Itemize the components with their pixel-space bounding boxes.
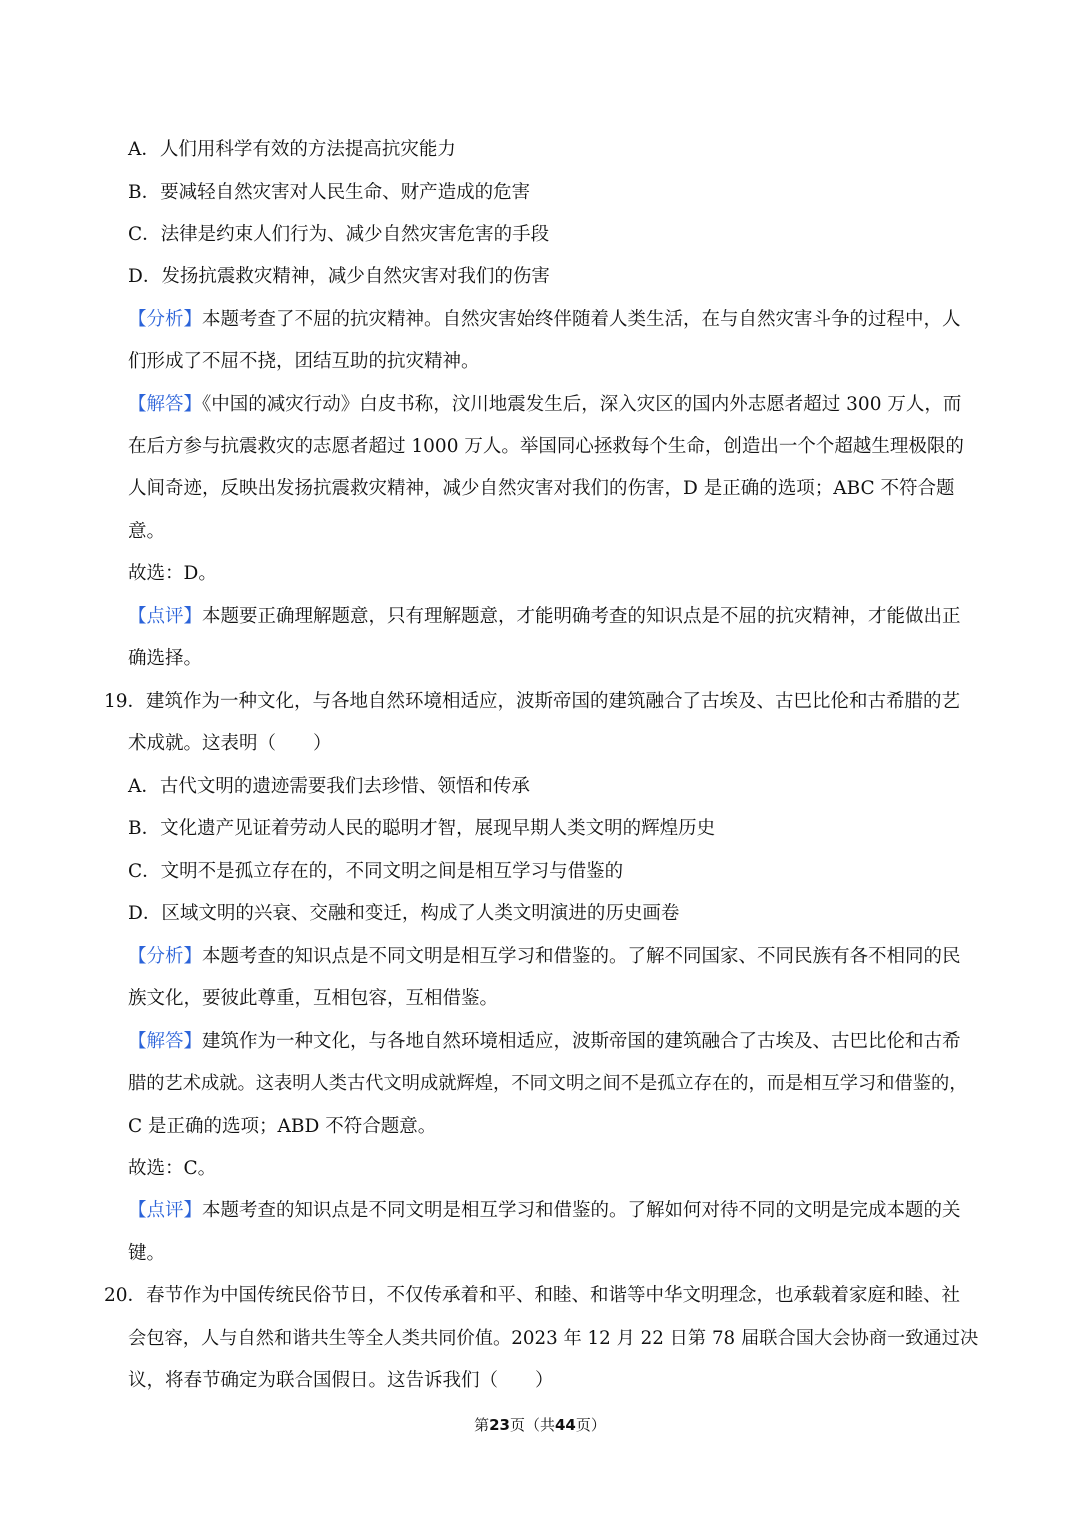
current-page-number: 23 [489,1416,510,1434]
answer-tag: 【解答】 [128,394,203,415]
q18-answer-line-4: 意。 [128,521,166,542]
answer-text: 《中国的减灾行动》白皮书称，汶川地震发生后，深入灾区的国内外志愿者超过 300 万人，而 [202,394,962,415]
q19-comment-line-1 [128,1199,961,1223]
q18-analysis-line-1 [128,308,961,332]
footer-prefix: 第 [474,1416,490,1434]
comment-text: 本题要正确理解题意，只有理解题意，才能明确考查的知识点是不屈的抗灾精神，才能做出正 [202,606,961,627]
q19-answer-line-1 [128,1030,961,1054]
q19-choice: 故选：C。 [128,1158,217,1179]
q18-comment-line-1 [128,605,961,629]
q18-answer-line-2: 在后方参与抗震救灾的志愿者超过 1000 万人。举国同心拯救每个生命，创造出一个个超越生理极限的 [128,436,964,457]
q18-comment-line-2: 确选择。 [128,648,203,669]
q19-analysis-line-2: 族文化，要彼此尊重，互相包容，互相借鉴。 [128,988,499,1009]
analysis-tag: 【分析】 [128,946,203,967]
comment-text: 本题考查的知识点是不同文明是相互学习和借鉴的。了解如何对待不同的文明是完成本题的关 [202,1200,961,1221]
analysis-tag: 【分析】 [128,309,203,330]
q18-answer-line-3: 人间奇迹，反映出发扬抗震救灾精神，减少自然灾害对我们的伤害，D 是正确的选项；ABC 不符合题 [128,478,955,499]
comment-tag: 【点评】 [128,606,203,627]
analysis-text: 本题考查的知识点是不同文明是相互学习和借鉴的。了解不同国家、不同民族有各不相同的民 [202,946,961,967]
footer-suffix: 页） [575,1416,606,1434]
q19-stem-line-1: 19．建筑作为一种文化，与各地自然环境相适应，波斯帝国的建筑融合了古埃及、古巴比伦和古希腊的艺 [104,691,961,712]
total-pages-number: 44 [555,1416,576,1434]
q18-option-b: B．要减轻自然灾害对人民生命、财产造成的危害 [128,182,531,203]
q19-option-d: D．区域文明的兴衰、交融和变迁，构成了人类文明演进的历史画卷 [128,903,680,924]
q20-stem-line-3: 议，将春节确定为联合国假日。这告诉我们（ ） [128,1370,554,1391]
analysis-text: 本题考查了不屈的抗灾精神。自然灾害始终伴随着人类生活，在与自然灾害斗争的过程中，人 [202,309,961,330]
q19-stem-line-2: 术成就。这表明（ ） [128,733,332,754]
answer-tag: 【解答】 [128,1031,203,1052]
q18-option-d: D．发扬抗震救灾精神，减少自然灾害对我们的伤害 [128,266,550,287]
q18-option-c: C．法律是约束人们行为、减少自然灾害危害的手段 [128,224,550,245]
q18-analysis-line-2: 们形成了不屈不挠，团结互助的抗灾精神。 [128,351,480,372]
answer-text: 建筑作为一种文化，与各地自然环境相适应，波斯帝国的建筑融合了古埃及、古巴比伦和古希 [202,1031,961,1052]
q19-option-b: B．文化遗产见证着劳动人民的聪明才智，展现早期人类文明的辉煌历史 [128,818,716,839]
q20-stem-line-1: 20．春节作为中国传统民俗节日，不仅传承着和平、和睦、和谐等中华文明理念，也承载着家庭和睦、社 [104,1285,961,1306]
q19-answer-line-2: 腊的艺术成就。这表明人类古代文明成就辉煌，不同文明之间不是孤立存在的，而是相互学习和借鉴的， [128,1073,968,1094]
q19-option-c: C．文明不是孤立存在的，不同文明之间是相互学习与借鉴的 [128,861,624,882]
q18-choice: 故选：D。 [128,563,217,584]
page-footer [0,1414,1080,1436]
q20-stem-line-2: 会包容，人与自然和谐共生等全人类共同价值。2023 年 12 月 22 日第 78 届联合国大会协商一致通过决 [128,1328,979,1349]
q19-option-a: A．古代文明的遗迹需要我们去珍惜、领悟和传承 [128,776,530,797]
footer-middle: 页（共 [509,1416,555,1434]
comment-tag: 【点评】 [128,1200,203,1221]
q19-analysis-line-1 [128,945,961,969]
q18-answer-line-1 [128,393,961,417]
q18-option-a: A．人们用科学有效的方法提高抗灾能力 [128,139,456,160]
q19-comment-line-2: 键。 [128,1243,166,1264]
q19-answer-line-3: C 是正确的选项；ABD 不符合题意。 [128,1116,437,1137]
